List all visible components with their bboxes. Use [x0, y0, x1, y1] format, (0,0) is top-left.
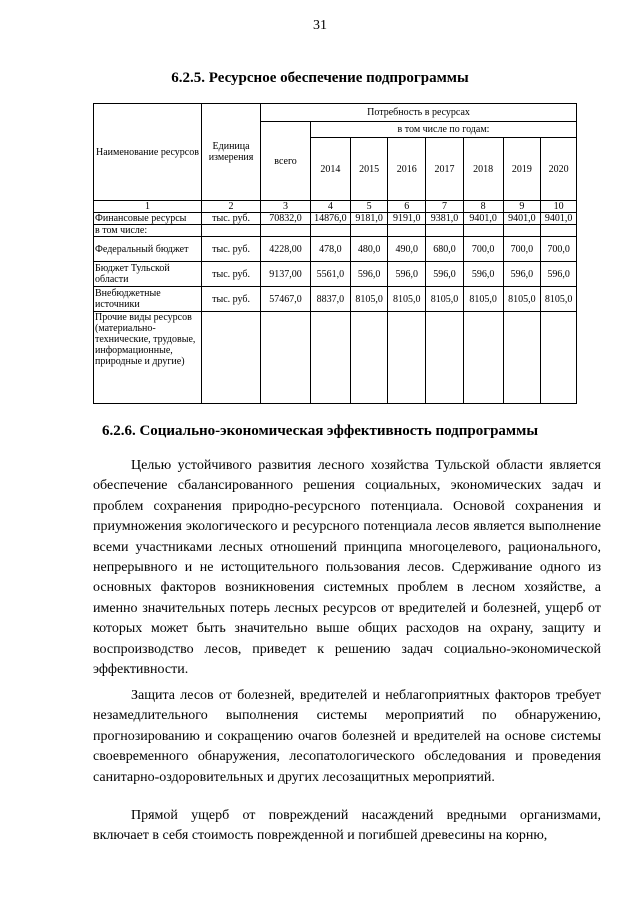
row-value: 596,0 [426, 262, 464, 287]
row-name: Финансовые ресурсы [94, 213, 202, 225]
row-name: Федеральный бюджет [94, 237, 202, 262]
col-number: 8 [463, 201, 503, 213]
row-value: 490,0 [388, 237, 426, 262]
row-value: 596,0 [503, 262, 541, 287]
col-number: 5 [350, 201, 388, 213]
row-value: 700,0 [463, 237, 503, 262]
table-row [94, 312, 577, 404]
row-unit: тыс. руб. [202, 237, 261, 262]
row-total: 9137,00 [261, 262, 311, 287]
section2-title: 6.2.6. Социально-экономическая эффективность подпрограммы [101, 423, 539, 439]
row-value: 596,0 [463, 262, 503, 287]
other-resources-label: Прочие виды ресурсов (материально-технические, трудовые, информационные, природные и другие) [94, 312, 202, 404]
row-value: 9401,0 [541, 213, 577, 225]
year-header: 2015 [350, 138, 388, 201]
col-number: 10 [541, 201, 577, 213]
row-value: 596,0 [350, 262, 388, 287]
paragraph: Целью устойчивого развития лесного хозяйства Тульской области является обеспечение сбалансированного решения социальных, экономических задач и проблем сохранения природно-ресурсного потенциала. Основой сохранения и приумножения экологического и ресурсного потенциала лесов является выполнение всеми участниками лесных отношений принципа многоцелевого, рационального, непрерывного и не истощительного пользования лесов. Сдерживание одного из основных факторов возникновения системных проблем в лесном хозяйстве, а именно значительных потерь лесных ресурсов от вредителей и болезней, ущерб от которых может быть значительно выше общих расходов на охрану, защиту и воспроизводство лесов, приведет к решению задач социально-экономической эффективности. [93, 458, 601, 678]
resource-table [93, 103, 577, 404]
row-value: 480,0 [350, 237, 388, 262]
table-row [94, 225, 577, 237]
row-value: 680,0 [426, 237, 464, 262]
including-label: в том числе: [94, 225, 202, 237]
row-value: 14876,0 [311, 213, 351, 225]
row-total: 57467,0 [261, 287, 311, 312]
row-value: 5561,0 [311, 262, 351, 287]
year-header: 2016 [388, 138, 426, 201]
row-value: 8105,0 [426, 287, 464, 312]
row-unit: тыс. руб. [202, 262, 261, 287]
row-value: 596,0 [541, 262, 577, 287]
row-value: 9401,0 [463, 213, 503, 225]
row-value: 700,0 [503, 237, 541, 262]
col-number: 2 [202, 201, 261, 213]
col-number: 9 [503, 201, 541, 213]
row-total: 70832,0 [261, 213, 311, 225]
col-number: 7 [426, 201, 464, 213]
paragraph: Защита лесов от болезней, вредителей и неблагоприятных факторов требует незамедлительного выполнения системы мероприятий по обнаружению, прогнозированию и сокращению очагов болезней и вредителей на основе системы своевременного обнаружения, лесопатологического обследования и проведения санитарно-оздоровительных и других лесозащитных мероприятий. [93, 688, 601, 785]
year-header: 2014 [311, 138, 351, 201]
col-header-unit: Единица измерения [202, 104, 261, 201]
col-header-total: всего [261, 122, 311, 201]
row-name: Внебюджетные источники [94, 287, 202, 312]
year-header: 2020 [541, 138, 577, 201]
row-value: 9401,0 [503, 213, 541, 225]
row-total: 4228,00 [261, 237, 311, 262]
row-value: 9191,0 [388, 213, 426, 225]
paragraph: Прямой ущерб от повреждений насаждений вредными организмами, включает в себя стоимость поврежденной и погибшей древесины на корню, [93, 808, 601, 844]
col-number: 4 [311, 201, 351, 213]
page-number: 31 [313, 18, 327, 33]
col-number: 3 [261, 201, 311, 213]
table-row [94, 262, 577, 287]
col-header-need: Потребность в ресурсах [261, 104, 577, 122]
col-number: 1 [94, 201, 202, 213]
row-value: 700,0 [541, 237, 577, 262]
col-number: 6 [388, 201, 426, 213]
col-header-by-years: в том числе по годам: [311, 122, 577, 138]
row-value: 8105,0 [350, 287, 388, 312]
row-value: 9381,0 [426, 213, 464, 225]
row-value: 596,0 [388, 262, 426, 287]
col-header-name: Наименование ресурсов [94, 104, 202, 201]
year-header: 2017 [426, 138, 464, 201]
section-title: 6.2.5. Ресурсное обеспечение подпрограммы [171, 70, 469, 86]
row-value: 8105,0 [503, 287, 541, 312]
row-unit: тыс. руб. [202, 213, 261, 225]
row-unit: тыс. руб. [202, 287, 261, 312]
table-row [94, 287, 577, 312]
row-value: 8837,0 [311, 287, 351, 312]
row-value: 8105,0 [463, 287, 503, 312]
table-row [94, 213, 577, 225]
year-header: 2018 [463, 138, 503, 201]
row-name: Бюджет Тульской области [94, 262, 202, 287]
row-value: 9181,0 [350, 213, 388, 225]
row-value: 478,0 [311, 237, 351, 262]
year-header: 2019 [503, 138, 541, 201]
row-value: 8105,0 [541, 287, 577, 312]
row-value: 8105,0 [388, 287, 426, 312]
table-row [94, 237, 577, 262]
